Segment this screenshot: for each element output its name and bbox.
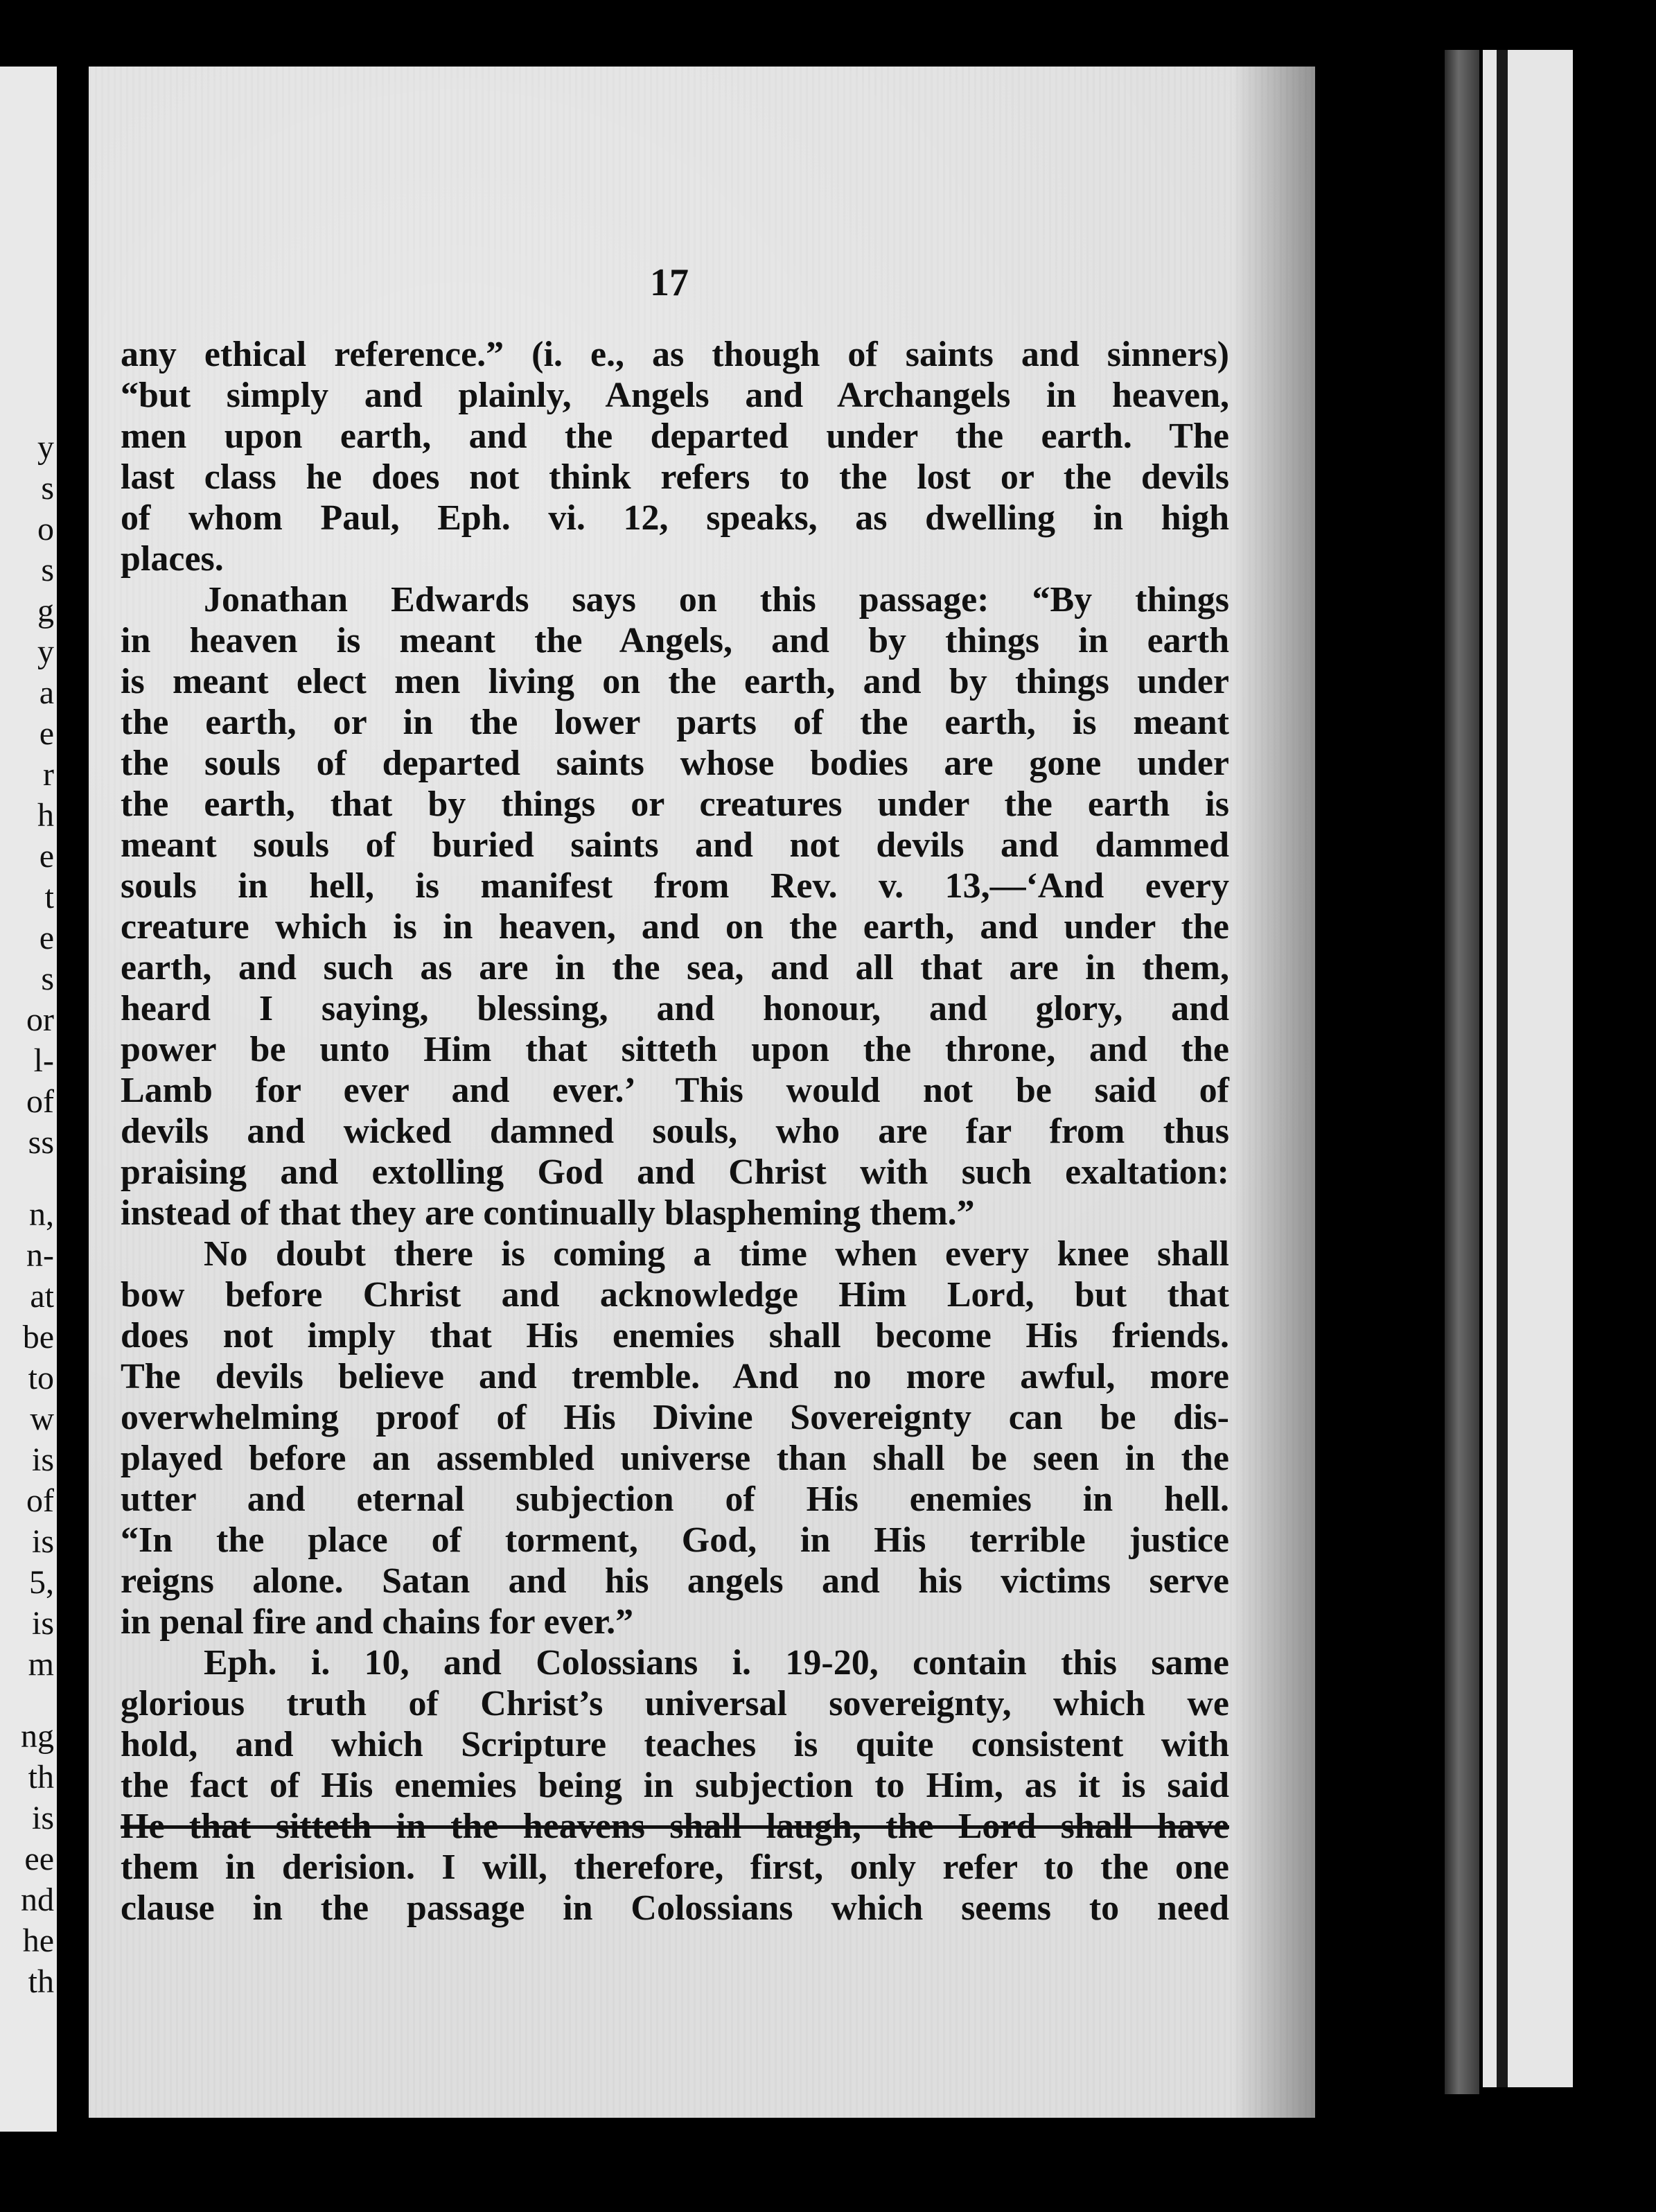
- facing-page-fragment: s: [41, 960, 54, 997]
- facing-page-fragment: y: [37, 633, 54, 670]
- facing-page-fragment: at: [30, 1278, 54, 1315]
- facing-page-fragment: is: [31, 1605, 54, 1642]
- text-line: is meant elect men living on the earth, and by things under: [121, 662, 1229, 701]
- text-line: earth, and such as are in the sea, and all that are in them,: [121, 948, 1229, 988]
- text-line: power be unto Him that sitteth upon the throne, and the: [121, 1030, 1229, 1069]
- page-stack-shadow: [1497, 50, 1508, 2087]
- text-line: does not imply that His enemies shall become His friends.: [121, 1316, 1229, 1355]
- text-line: utter and eternal subjection of His enemies in hell.: [121, 1480, 1229, 1519]
- text-line: the earth, that by things or creatures under the earth is: [121, 784, 1229, 824]
- text-line: heard I saying, blessing, and honour, and glory, and: [121, 989, 1229, 1028]
- page-gutter-shadow: [1316, 67, 1441, 2118]
- text-line: souls in hell, is manifest from Rev. v. 13,—‘And every: [121, 866, 1229, 906]
- text-line: last class he does not think refers to the lost or the devils: [121, 457, 1229, 497]
- text-line: devils and wicked damned souls, who are far from thus: [121, 1112, 1229, 1151]
- text-line: in penal fire and chains for ever.”: [121, 1602, 634, 1642]
- text-line: the souls of departed saints whose bodies are gone under: [121, 744, 1229, 783]
- facing-page-fragment: e: [39, 838, 54, 875]
- text-line: hold, and which Scripture teaches is quite consistent with: [121, 1725, 1229, 1764]
- text-line: meant souls of buried saints and not devils and dammed: [121, 825, 1229, 865]
- page-stack-edge: [1483, 50, 1573, 2087]
- facing-page-fragment: [0, 1685, 57, 1716]
- text-line: instead of that they are continually blaspheming them.”: [121, 1193, 975, 1233]
- facing-page-fragment: 5,: [29, 1564, 54, 1601]
- facing-page-fragment: r: [43, 756, 54, 793]
- facing-page-fragment: g: [37, 592, 54, 629]
- facing-page-fragment: l-: [33, 1042, 54, 1079]
- facing-page-fragment: th: [28, 1963, 54, 2000]
- facing-page-fragment: or: [26, 1001, 54, 1038]
- text-line: bow before Christ and acknowledge Him Lord, but that: [121, 1275, 1229, 1315]
- facing-page-fragment: is: [31, 1441, 54, 1478]
- text-line: in heaven is meant the Angels, and by things in earth: [121, 621, 1229, 660]
- facing-page-text-fragments: [0, 427, 57, 2002]
- text-line: clause in the passage in Colossians which seems to need: [121, 1888, 1229, 1928]
- facing-page-fragment: nd: [21, 1881, 54, 1918]
- facing-page-fragment: is: [31, 1800, 54, 1836]
- text-line: glorious truth of Christ’s universal sovereignty, which we: [121, 1684, 1229, 1723]
- page-body-text: [121, 334, 1229, 1929]
- text-line: places.: [121, 539, 224, 579]
- facing-page-fragment: n,: [29, 1196, 54, 1233]
- text-line: The devils believe and tremble. And no more awful, more: [121, 1357, 1229, 1396]
- text-line: the earth, or in the lower parts of the earth, is meant: [121, 703, 1229, 742]
- facing-page-edge: [0, 67, 57, 2132]
- text-line: played before an assembled universe than shall be seen in the: [121, 1439, 1229, 1478]
- facing-page-fragment: ee: [24, 1841, 54, 1877]
- text-line: Lamb for ever and ever.’ This would not be said of: [121, 1071, 1229, 1110]
- facing-page-fragment: [0, 1163, 57, 1194]
- facing-page-fragment: n-: [26, 1237, 54, 1274]
- facing-page-fragment: ss: [28, 1124, 54, 1161]
- facing-page-fragment: o: [37, 511, 54, 547]
- text-line: men upon earth, and the departed under the earth. The: [121, 416, 1229, 456]
- facing-page-fragment: is: [31, 1523, 54, 1560]
- text-line: reigns alone. Satan and his angels and his victims serve: [121, 1561, 1229, 1601]
- text-line: any ethical reference.” (i. e., as though of saints and sinners): [121, 335, 1229, 374]
- text-line: the fact of His enemies being in subjection to Him, as it is said: [121, 1766, 1229, 1805]
- facing-page-fragment: t: [44, 879, 54, 915]
- book-page: [89, 67, 1315, 2118]
- facing-page-fragment: th: [28, 1759, 54, 1796]
- facing-page-fragment: m: [28, 1646, 54, 1683]
- facing-page-fragment: y: [37, 429, 54, 466]
- facing-page-fragment: be: [22, 1319, 54, 1355]
- text-line: overwhelming proof of His Divine Sovereignty can be dis-: [121, 1398, 1229, 1437]
- facing-page-fragment: ng: [21, 1718, 54, 1755]
- facing-page-fragment: s: [41, 470, 54, 507]
- text-line: of whom Paul, Eph. vi. 12, speaks, as dwelling in high: [121, 498, 1229, 538]
- page-number: 17: [650, 261, 689, 304]
- facing-page-fragment: to: [28, 1360, 54, 1396]
- facing-page-fragment: a: [39, 674, 54, 711]
- text-line: them in derision. I will, therefore, first, only refer to the one: [121, 1847, 1229, 1887]
- facing-page-fragment: he: [22, 1922, 54, 1959]
- facing-page-fragment: w: [30, 1401, 54, 1437]
- text-line: creature which is in heaven, and on the earth, and under the: [121, 907, 1229, 947]
- text-line: No doubt there is coming a time when every knee shall: [204, 1234, 1229, 1274]
- facing-page-fragment: e: [39, 920, 54, 956]
- facing-page-fragment: s: [41, 552, 54, 588]
- facing-page-fragment: h: [37, 797, 54, 834]
- text-line: He that sitteth in the heavens shall laugh, the Lord shall have: [121, 1807, 1229, 1846]
- facing-page-fragment: e: [39, 715, 54, 752]
- text-line: “In the place of torment, God, in His terrible justice: [121, 1520, 1229, 1560]
- text-line: praising and extolling God and Christ with such exaltation:: [121, 1152, 1229, 1192]
- facing-page-fragment: of: [26, 1482, 54, 1519]
- text-line: Eph. i. 10, and Colossians i. 19-20, contain this same: [204, 1643, 1229, 1683]
- text-line: “but simply and plainly, Angels and Archangels in heaven,: [121, 376, 1229, 415]
- book-spine-edge: [1445, 50, 1479, 2094]
- facing-page-fragment: of: [26, 1083, 54, 1120]
- text-line: Jonathan Edwards says on this passage: “By things: [204, 580, 1229, 620]
